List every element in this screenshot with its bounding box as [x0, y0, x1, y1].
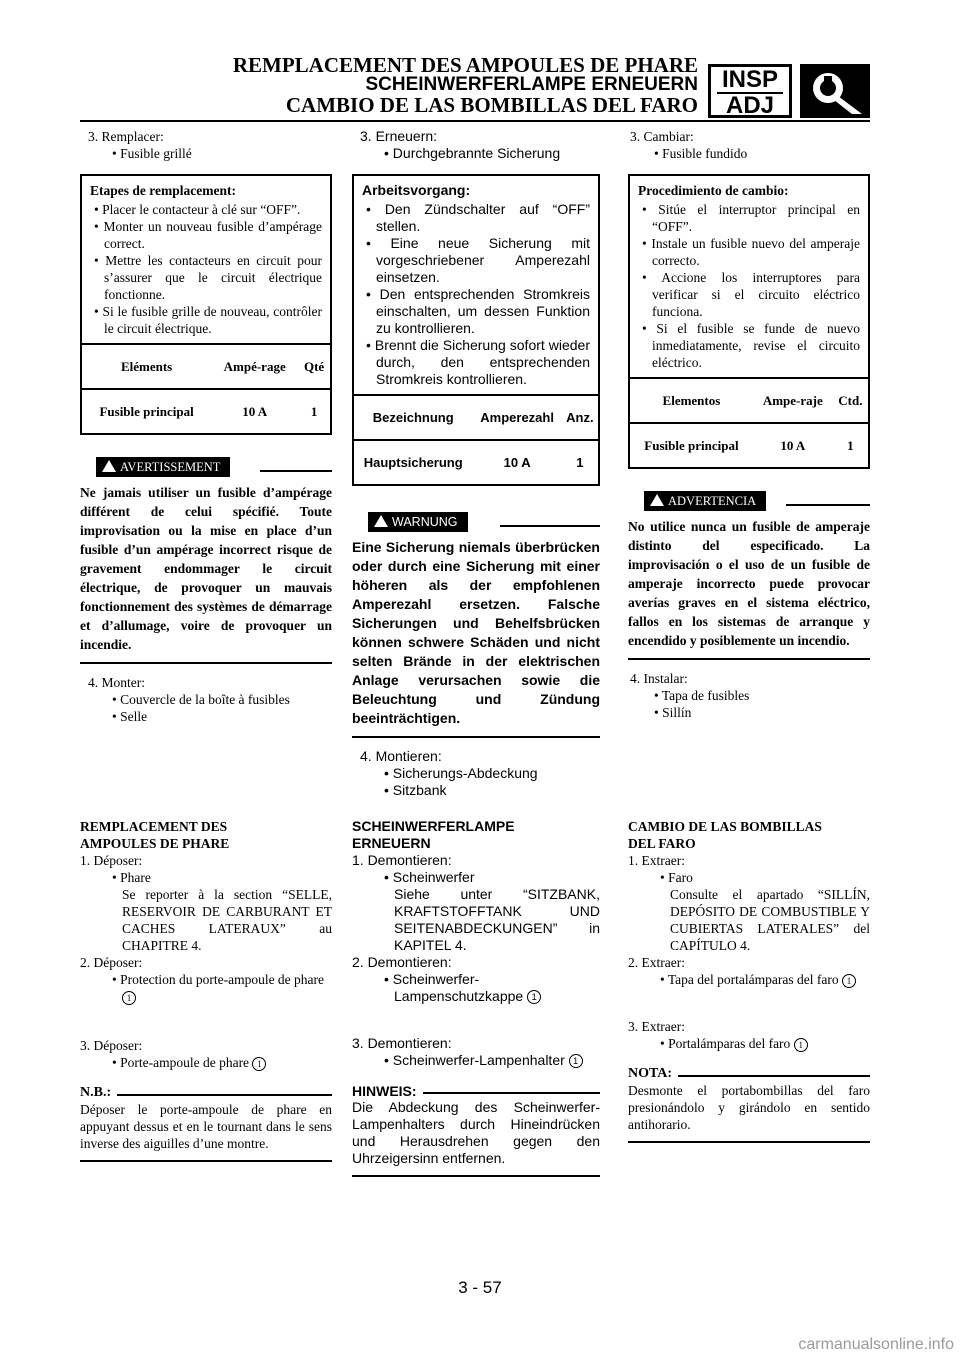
table-header: Anz.	[562, 395, 598, 440]
step4-item: • Sillín	[654, 705, 692, 720]
header-title-de: SCHEINWERFERLAMPE ERNEUERN	[365, 74, 698, 95]
fuse-table	[630, 377, 868, 467]
fuse-table	[82, 343, 330, 433]
sub-step1-reference: Consulte el apartado “SILLÍN, DEPÓSITO DE COMBUSTIBLE Y CUBIERTAS LATERALES” del CAPÍTULO 4.	[670, 887, 870, 953]
step3-label: 3. Cambiar:	[630, 129, 694, 144]
column-spanish	[628, 128, 870, 1132]
table-header: Ampé-rage	[211, 344, 298, 389]
sub-step3-item	[628, 1035, 870, 1052]
table-cell: 1	[833, 423, 868, 467]
note-header	[628, 1066, 870, 1082]
sub-step1-reference: Se reporter à la section “SELLE, RESERVOIR DE CARBURANT ET CACHES LATERAUX” au CHAPITRE 4.	[122, 887, 332, 953]
step4-item: • Selle	[112, 709, 148, 724]
callout-number: 1	[569, 1054, 583, 1068]
note-rule	[80, 1094, 332, 1096]
sub-step1-label: 1. Demontieren:	[352, 852, 452, 868]
procedure-title: Procedimiento de cambio:	[638, 183, 789, 198]
note-end-rule	[628, 1141, 870, 1143]
table-header: Bezeichnung	[354, 395, 472, 440]
procedure-step: • Brennt die Sicherung sofort wieder durch, den entsprechenden Stromkreis kontrollieren.	[366, 337, 590, 387]
warning-end-rule	[628, 658, 870, 660]
column-german	[352, 128, 600, 1166]
procedure-title: Arbeitsvorgang:	[362, 182, 471, 198]
procedure-step: • Monter un nouveau fusible d’ampérage correct.	[94, 219, 322, 251]
warning-icon	[650, 494, 664, 506]
warning-label	[96, 457, 230, 477]
sub-step1-label: 1. Extraer:	[628, 853, 685, 868]
header-rule	[80, 120, 870, 122]
table-header: Ampe-raje	[753, 378, 833, 423]
badge-top-text: INSP	[721, 66, 778, 93]
note-end-rule	[80, 1160, 332, 1162]
table-header: Eléments	[82, 344, 211, 389]
sub-step2-item-text: • Scheinwerfer-Lampenschutzkappe	[384, 971, 524, 1004]
note-label: N.B.:	[80, 1085, 117, 1101]
table-cell: 10 A	[753, 423, 833, 467]
sub-step3-item-text: • Portalámparas del faro	[660, 1036, 791, 1051]
sub-step2-item-text: • Tapa del portalámparas del faro	[660, 972, 839, 987]
sub-step3-item-text: • Porte-ampoule de phare	[112, 1055, 250, 1070]
sub-step1-label: 1. Déposer:	[80, 853, 143, 868]
sub-step3-item	[352, 1052, 600, 1069]
note-text: Déposer le porte-ampoule de phare en appuyant dessus et en le tournant dans le sens inverse des aiguilles d’une montre.	[80, 1102, 332, 1151]
step3-label: 3. Erneuern:	[360, 128, 438, 144]
sub-step3-item	[80, 1054, 332, 1071]
header-title-es: CAMBIO DE LAS BOMBILLAS DEL FARO	[285, 93, 698, 117]
note-text: Desmonte el portabombillas del faro presionándolo y girándolo en sentido antihorario.	[628, 1083, 870, 1132]
table-cell: Hauptsicherung	[354, 440, 472, 484]
section-title: CAMBIO DE LAS BOMBILLAS DEL FARO	[628, 819, 822, 851]
warning-end-rule	[80, 662, 332, 664]
sub-step1-reference: Siehe unter “SITZBANK, KRAFTSTOFFTANK UND SEITENABDECKUNGEN” in KAPITEL 4.	[394, 886, 600, 953]
callout-number: 1	[122, 991, 136, 1005]
step4-label: 4. Instalar:	[630, 671, 688, 686]
callout-number: 1	[527, 990, 541, 1004]
step3-item: • Fusible grillé	[112, 146, 192, 161]
step3-label: 3. Remplacer:	[88, 129, 164, 144]
step3-item: • Durchgebrannte Sicherung	[384, 145, 561, 161]
procedure-step: • Instale un fusible nuevo del amperaje correcto.	[642, 236, 860, 268]
step3-item: • Fusible fundido	[654, 146, 748, 161]
sub-step2-item	[80, 971, 332, 1005]
procedure-step: • Sitúe el interruptor principal en “OFF”.	[642, 202, 860, 234]
note-header	[80, 1085, 332, 1101]
procedure-step: • Den entsprechenden Stromkreis einschalten, um dessen Funktion zu kontrollieren.	[366, 286, 590, 336]
sub-step1-item: • Phare	[112, 870, 151, 885]
warning-header	[80, 457, 332, 479]
callout-number: 1	[252, 1057, 266, 1071]
warning-icon	[102, 460, 116, 472]
warning-rule	[500, 525, 600, 527]
header-title-fr: REMPLACEMENT DES AMPOULES DE PHARE	[232, 53, 698, 77]
note-header	[352, 1083, 600, 1099]
note-text: Die Abdeckung des Scheinwerfer-Lampenhalters durch Hineindrücken und Herausdrehen gegen den Uhrzeigersinn entfernen.	[352, 1099, 600, 1166]
section-title: REMPLACEMENT DES AMPOULES DE PHARE	[80, 819, 230, 851]
wrench-icon	[800, 64, 870, 118]
note-end-rule	[352, 1175, 600, 1177]
warning-text: Ne jamais utiliser un fusible d’ampérage différent de celui spécifié. Toute improvisation ou la mise en place d’un fusible d’un ampérage incorrect risque de gravement endommager le circuit électrique, de provoquer un mauvais fonctionnement des systèmes de démarrage et d’allumage, voire de provoquer un incendie.	[80, 485, 332, 652]
procedure-step: • Mettre les contacteurs en circuit pour s’assurer que le circuit électrique fonctionne.	[94, 253, 322, 302]
step4-item: • Tapa de fusibles	[654, 688, 750, 703]
sub-step3-label: 3. Demontieren:	[352, 1035, 452, 1051]
sub-step1-item: • Scheinwerfer	[384, 869, 475, 885]
note-label: NOTA:	[628, 1066, 678, 1082]
step4-item: • Sitzbank	[384, 782, 447, 798]
sub-step2-label: 2. Extraer:	[628, 955, 685, 970]
warning-label-text: ADVERTENCIA	[668, 494, 757, 508]
sub-step1-item: • Faro	[660, 870, 693, 885]
warning-icon	[374, 515, 388, 527]
sub-step3-label: 3. Déposer:	[80, 1038, 143, 1053]
warning-rule	[260, 470, 332, 472]
warning-label	[644, 491, 766, 511]
procedure-step: • Si le fusible grille de nouveau, contrôler le circuit électrique.	[94, 304, 322, 336]
sub-step3-label: 3. Extraer:	[628, 1019, 685, 1034]
section-title: SCHEINWERFERLAMPE ERNEUERN	[352, 818, 515, 851]
callout-number: 1	[842, 974, 856, 988]
procedure-step: • Eine neue Sicherung mit vorgeschriebener Amperezahl einsetzen.	[366, 235, 590, 285]
table-header: Ctd.	[833, 378, 868, 423]
table-header: Amperezahl	[472, 395, 561, 440]
warning-label-text: AVERTISSEMENT	[120, 460, 221, 474]
table-cell: 1	[298, 389, 330, 433]
table-cell: 1	[562, 440, 598, 484]
note-label: HINWEIS:	[352, 1083, 423, 1099]
warning-header	[352, 512, 600, 534]
table-cell: 10 A	[211, 389, 298, 433]
sub-step3-item-text: • Scheinwerfer-Lampenhalter	[384, 1052, 565, 1068]
warning-end-rule	[352, 736, 600, 738]
step4-label: 4. Monter:	[88, 675, 145, 690]
callout-number: 1	[794, 1038, 808, 1052]
table-header: Elementos	[630, 378, 753, 423]
warning-rule	[786, 504, 870, 506]
warning-text: No utilice nunca un fusible de amperaje distinto del especificado. La improvisación o el uso de un fusible de amperaje incorrecto puede provocar averías graves en el sistema eléctrico, fallos en los sistemas de arranque y encendido y posiblemente un incendio.	[628, 519, 870, 648]
procedure-box	[352, 174, 600, 486]
sub-step2-item	[628, 971, 870, 988]
table-cell: Fusible principal	[630, 423, 753, 467]
page-number: 3 - 57	[458, 1278, 502, 1297]
procedure-title: Etapes de remplacement:	[90, 183, 236, 198]
procedure-box	[80, 174, 332, 435]
table-header: Qté	[298, 344, 330, 389]
procedure-step: • Den Zündschalter auf “OFF” stellen.	[366, 201, 590, 234]
step4-label: 4. Montieren:	[360, 748, 442, 764]
warning-text: Eine Sicherung niemals überbrücken oder durch eine Sicherung mit einer höheren als der empfohlenen Amperezahl ersetzen. Falsche Sicherungen und Behelfsbrücken können schwere Schäden und nicht selten Brände in der elektrischen Anlage verursachen sowie die Beleuchtung und Zündung beeinträchtigen.	[352, 539, 600, 726]
insp-adj-badge	[708, 64, 792, 118]
sub-step2-item-text: • Protection du porte-ampoule de phare	[112, 972, 325, 987]
step4-item: • Couvercle de la boîte à fusibles	[112, 692, 290, 707]
warning-label	[368, 512, 468, 532]
procedure-box	[628, 174, 870, 469]
sub-step2-label: 2. Déposer:	[80, 955, 143, 970]
sub-step2-item	[352, 971, 600, 1005]
procedure-step: • Accione los interruptores para verificar si el circuito eléctrico funciona.	[642, 270, 860, 319]
table-cell: 10 A	[472, 440, 561, 484]
sub-step2-label: 2. Demontieren:	[352, 954, 452, 970]
procedure-step: • Si el fusible se funde de nuevo inmediatamente, revise el circuito eléctrico.	[642, 321, 860, 370]
procedure-step: • Placer le contacteur à clé sur “OFF”.	[94, 202, 301, 217]
table-cell: Fusible principal	[82, 389, 211, 433]
fuse-table	[354, 394, 598, 484]
warning-label-text: WARNUNG	[392, 515, 458, 529]
column-french	[80, 128, 332, 1151]
step4-item: • Sicherungs-Abdeckung	[384, 765, 538, 781]
warning-header	[628, 491, 870, 513]
watermark: carmanualsonline.info	[798, 1336, 954, 1353]
badge-bottom-text: ADJ	[725, 92, 774, 119]
